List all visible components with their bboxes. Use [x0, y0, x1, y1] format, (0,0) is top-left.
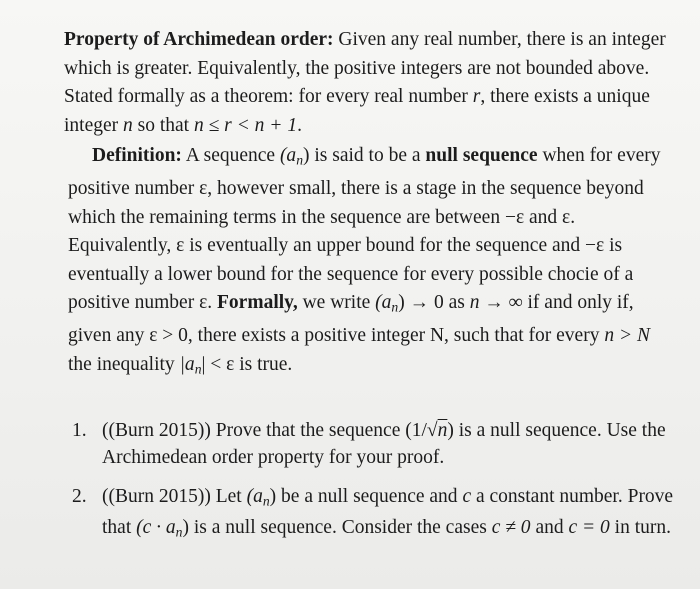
abs-close: | < ε — [201, 353, 235, 375]
sqrt-argument: n — [437, 420, 448, 441]
product-close: ) — [182, 516, 189, 538]
limit-sequence: (a — [375, 292, 392, 314]
seq-subscript: n — [262, 493, 270, 509]
definition-text-2: is said to be a — [309, 145, 426, 166]
abs-subscript: n — [194, 361, 202, 377]
var-c: c — [462, 486, 472, 507]
expr-open: (1/ — [405, 420, 427, 441]
definition-paragraph — [68, 142, 674, 384]
definition-text-7: is true. — [234, 353, 293, 375]
var-n: n — [123, 114, 133, 136]
null-sequence-term: null sequence — [425, 145, 538, 166]
definition-heading: Definition: — [92, 145, 182, 166]
expr-close: ) — [447, 420, 454, 441]
n-greater-than-N: n > N — [604, 325, 650, 347]
sqrt-sign: √ — [426, 420, 438, 441]
archimedean-text-1: Given any real number, there is an integer which is greater. Equivalently, the positive integers are not bounded above. Stated formally as a theorem: for every real number — [64, 29, 666, 108]
sequence-an: (a — [279, 145, 297, 166]
problem-number: 2. — [72, 486, 87, 507]
definition-text-4: we write — [297, 292, 376, 314]
sequence-close: ) — [303, 145, 310, 166]
problem-2-text-6: in turn. — [609, 516, 672, 538]
case-c-nonzero: c ≠ 0 — [491, 516, 531, 538]
problem-2-text-2: be a null sequence and — [276, 486, 463, 507]
problem-1-text-2: is a null sequence. Use the Archimedean order property for your proof. — [102, 420, 666, 468]
archimedean-inequality: n ≤ r < n + 1 — [193, 114, 298, 136]
definition-text-5: if and only if, given any ε > 0, there exists a positive integer N, such that for every — [68, 292, 634, 347]
n-to-infinity: n → ∞ — [469, 292, 523, 314]
archimedean-text-3: so that — [132, 114, 194, 136]
problem-number: 1. — [72, 420, 87, 441]
archimedean-text-4: . — [297, 114, 302, 136]
problem-body — [102, 418, 682, 471]
as-word: as — [443, 292, 470, 314]
problem-item — [72, 418, 682, 471]
archimedean-heading: Property of Archimedean order: — [64, 29, 334, 50]
var-r: r — [472, 86, 481, 108]
limit-arrow: ) → 0 — [398, 292, 444, 314]
case-c-zero: c = 0 — [568, 516, 610, 538]
archimedean-paragraph — [64, 26, 674, 140]
problem-item — [72, 484, 682, 546]
abs-open: |a — [179, 353, 195, 375]
problem-2-text-5: and — [530, 516, 569, 538]
archimedean-text-2: , there exists a unique integer — [64, 86, 650, 136]
problem-2-text-3: a constant number. Prove that — [102, 486, 674, 538]
problem-1-text-1: ((Burn 2015)) Prove that the sequence — [102, 420, 406, 441]
problem-2-text-4: is a null sequence. Consider the cases — [188, 516, 492, 538]
formally-keyword: Formally, — [217, 292, 298, 314]
sequence-subscript: n — [296, 152, 304, 168]
seq-open: (a — [246, 486, 263, 507]
problem-body — [102, 484, 682, 546]
product-open: (c · a — [136, 516, 176, 538]
definition-text-3: when for every positive number ε, however small, there is a stage in the sequence beyond which the remaining terms in the sequence are between −ε and ε. Equivalently, ε is eventually an upper bound for the sequence and −ε is eventually a lower bound for the sequence for every possible chocie of a positive number ε. — [68, 145, 661, 314]
definition-text-6: the inequality — [68, 353, 180, 375]
limit-subscript: n — [391, 299, 399, 315]
seq-close: ) — [269, 486, 277, 507]
problem-2-text-1: ((Burn 2015)) Let — [102, 486, 247, 507]
product-subscript: n — [175, 524, 183, 540]
definition-text-1: A sequence — [181, 145, 280, 166]
